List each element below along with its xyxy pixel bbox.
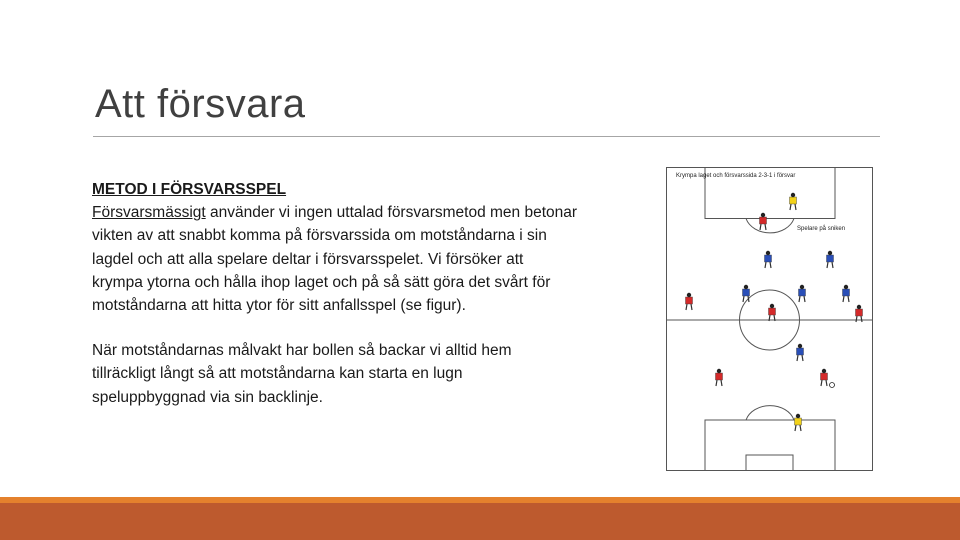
- paragraph-2-line: speluppbyggnad via sin backlinje.: [92, 388, 323, 406]
- paragraph-1-line: motståndarna att hitta ytor för sitt anfallsspel (se figur).: [92, 297, 466, 315]
- paragraph-1-line: vikten av att snabbt komma på försvarssida om motståndarna i sin: [92, 227, 547, 245]
- section-heading: METOD I FÖRSVARSSPEL: [92, 181, 287, 198]
- paragraph-2-line: tillräckligt långt så att motståndarna kan starta en lugn: [92, 365, 463, 383]
- footer-bar: [0, 503, 960, 540]
- football-pitch-figure: [666, 167, 873, 471]
- figure-annotation: Spelare på sniken: [797, 226, 846, 232]
- paragraph-1-line: lagdel och att alla spelare deltar i försvarsspelet. Vi försöker att: [92, 250, 524, 268]
- figure-caption: Krympa laget och försvarssida 2-3-1 i försvar: [676, 173, 796, 179]
- paragraph-2: [92, 339, 652, 409]
- paragraph-2-line: När motståndarnas målvakt har bollen så backar vi alltid hem: [92, 342, 512, 360]
- slide-title: Att försvara: [95, 82, 306, 126]
- paragraph-1-lead: Försvarsmässigt: [92, 204, 206, 222]
- paragraph-1-line: krympa ytorna och hålla ihop laget och på så sätt göra det svårt för: [92, 273, 551, 291]
- title-divider: [93, 136, 880, 137]
- body-text: [92, 178, 652, 409]
- paragraph-1: [92, 201, 652, 317]
- paragraph-1-line: använder vi ingen uttalad försvarsmetod men betonar: [205, 204, 578, 222]
- ball: [830, 383, 835, 388]
